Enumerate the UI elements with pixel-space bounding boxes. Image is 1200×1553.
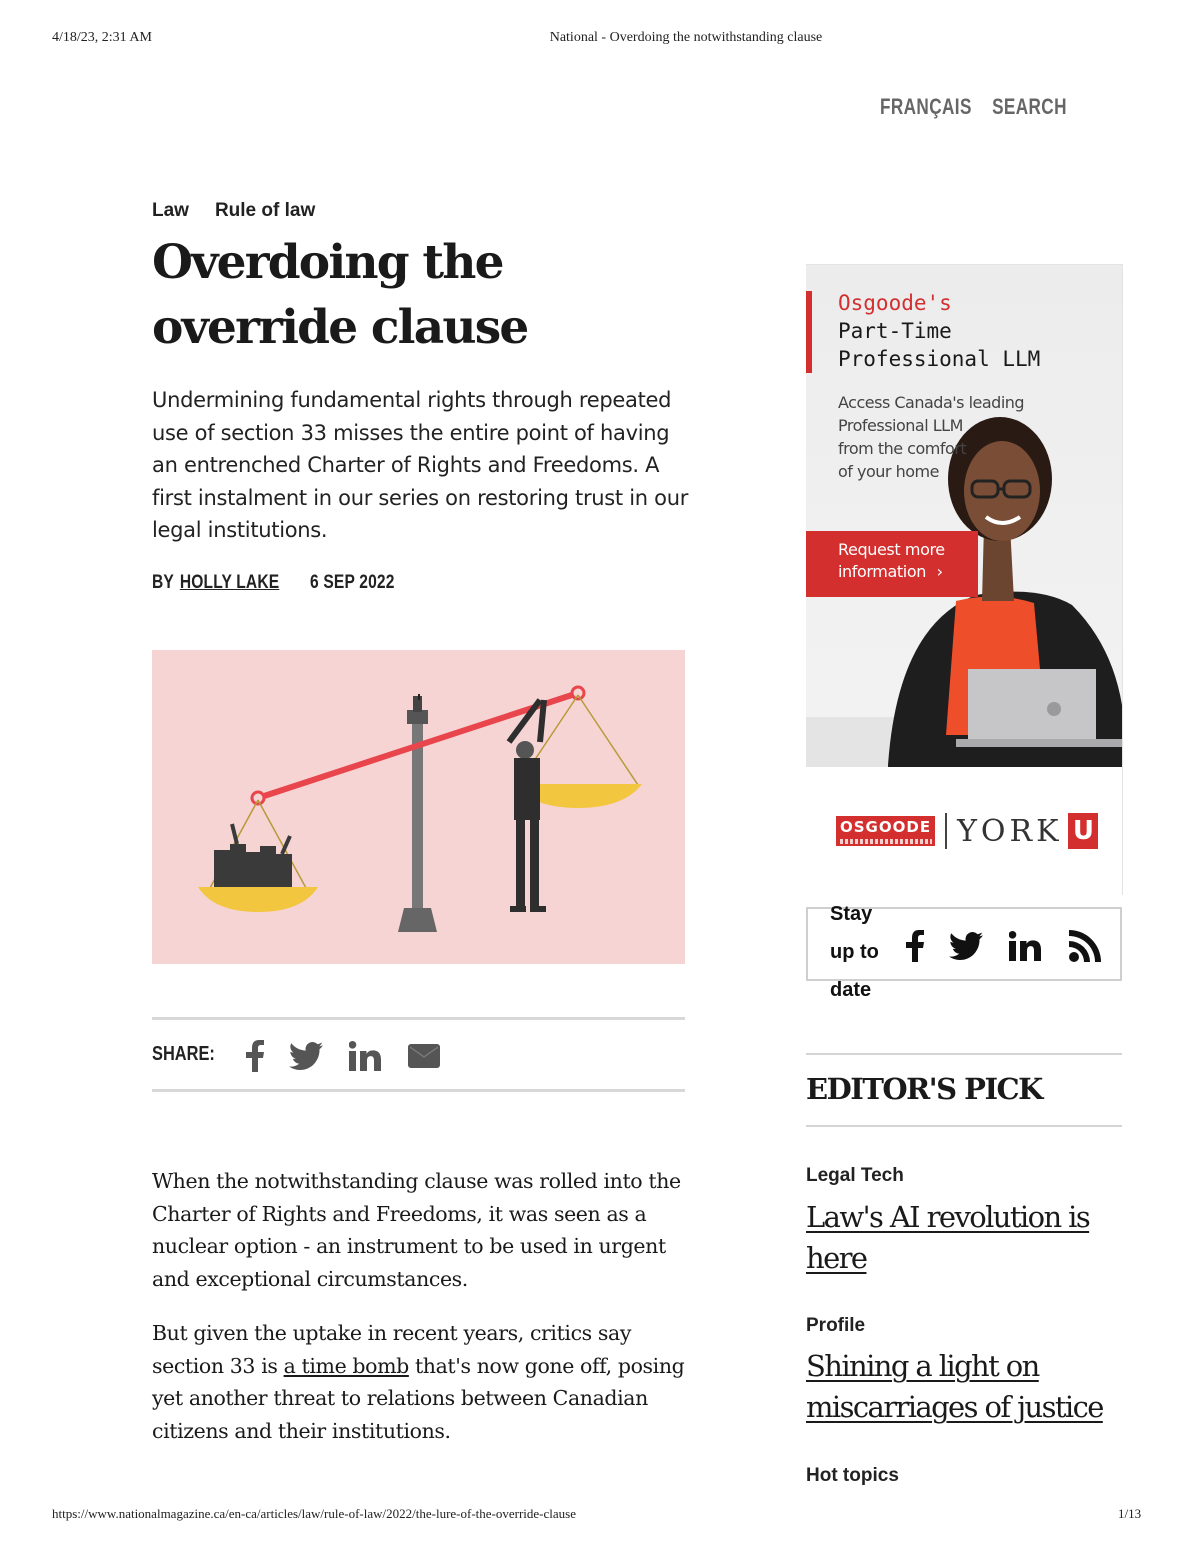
ad-cta-line-2: information [838,562,926,581]
osgoode-advertisement[interactable] [806,264,1123,895]
article-byline [152,572,395,594]
article-deck: Undermining fundamental rights through repeated use of section 33 misses the entire point of having an entrenched Charter of Rights and Freedoms. A first instalment in our series on restoring trust in our legal institutions. [152,388,689,542]
pick-category-legal-tech[interactable]: Legal Tech [806,1165,904,1186]
share-rule-bottom [152,1089,685,1092]
osgoode-logo [836,816,935,846]
language-toggle-link[interactable]: FRANÇAIS [880,94,972,119]
pick-link-miscarriages-of-justice[interactable]: Shining a light on miscarriages of justice [806,1349,1103,1424]
editors-pick-rule-bottom [806,1125,1122,1127]
osgoode-logo-text: OSGOODE [840,818,932,836]
logo-divider [945,813,947,849]
time-bomb-link[interactable]: a time bomb [283,1353,409,1378]
stay-up-to-date-box [806,903,1122,1001]
category-link-law[interactable]: Law [152,200,189,221]
headline-line-1: Overdoing the [152,235,503,290]
byline-prefix: BY [152,572,174,593]
author-link[interactable]: HOLLY LAKE [179,572,280,593]
publish-date: 6 SEP 2022 [310,572,395,593]
ad-request-info-button[interactable] [806,531,978,597]
rss-feed-icon[interactable] [1068,929,1102,963]
print-page-title: National - Overdoing the notwithstanding clause [549,30,823,45]
ad-accent-bar [806,291,812,373]
follow-linkedin-icon[interactable] [1008,929,1042,963]
scale-illustration [152,650,685,964]
chevron-right-icon: › [936,562,943,581]
hot-topics-label: Hot topics [806,1465,899,1486]
print-footer-url: https://www.nationalmagazine.ca/en-ca/articles/law/rule-of-law/2022/the-lure-of-the-override-clause [52,1506,576,1521]
share-email-icon[interactable] [407,1038,441,1074]
article-paragraph-2 [152,1317,692,1447]
article-paragraph-1: When the notwithstanding clause was rolled into the Charter of Rights and Freedoms, it was seen as a nuclear option - an instrument to be used in urgent and exceptional circumstances. [152,1169,681,1291]
paragraph-2-text-start: But given the uptake in recent years, critics say section 33 is [152,1321,632,1378]
print-datetime: 4/18/23, 2:31 AM [52,30,152,45]
editors-pick-heading: EDITOR'S PICK [806,1072,1042,1106]
editors-pick-rule-top [806,1053,1122,1055]
york-u-logo: U [1068,813,1098,849]
ad-subtext: Access Canada's leading Professional LLM from the comfort of your home [838,393,1025,481]
search-link[interactable]: SEARCH [992,94,1067,119]
share-facebook-icon[interactable] [242,1038,268,1074]
share-rule-top [152,1017,685,1020]
follow-facebook-icon[interactable] [904,929,926,963]
print-page-number: 1/13 [1118,1506,1142,1521]
stay-up-to-date-label: Stay up to date [830,903,879,1001]
article-headline [152,230,712,360]
ad-cta-line-1: Request more [838,540,945,559]
follow-twitter-icon[interactable] [948,929,984,963]
hero-illustration [152,650,685,964]
paragraph-2-text-end: that's now gone off, posing yet another threat to relations between Canadian citizens and their institutions. [152,1353,685,1443]
pick-link-ai-revolution[interactable]: Law's AI revolution is here [806,1200,1090,1275]
share-linkedin-icon[interactable] [348,1038,382,1074]
share-twitter-icon[interactable] [288,1038,324,1074]
york-logo-text: YORK [957,813,1063,849]
pick-category-profile[interactable]: Profile [806,1315,866,1336]
category-link-rule-of-law[interactable]: Rule of law [214,200,316,221]
ad-headline-line-2: Part-Time [838,319,952,343]
share-label: SHARE: [152,1043,215,1065]
ad-logos [836,813,1098,849]
ad-headline-line-3: Professional LLM [838,347,1041,371]
top-nav [880,94,1087,120]
article-categories [152,200,341,222]
headline-line-2: override clause [152,300,528,355]
ad-brand-name: Osgoode's [838,291,952,315]
osgoode-logo-tagline [840,839,932,844]
ad-headline [838,289,1040,373]
